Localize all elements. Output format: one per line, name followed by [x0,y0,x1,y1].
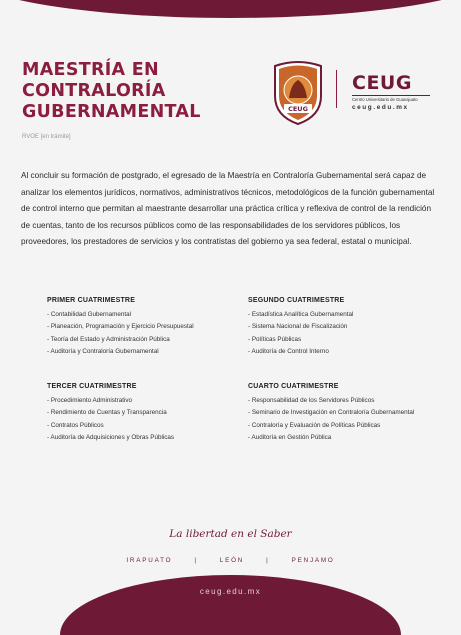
brand-url: ceug.edu.mx [352,104,409,111]
ceug-seal-logo [271,60,325,126]
term-block-2 [248,297,448,358]
footer-url: ceug.edu.mx [199,587,262,596]
slogan: La libertad en el Saber [169,528,292,540]
city-penjamo: PENJAMO [291,557,335,564]
campus-cities [0,557,461,564]
title-line-1: MAESTRÍA EN [22,60,159,80]
logo-divider [336,70,337,108]
term-title: CUARTO CUATRIMESTRE [248,383,339,390]
ceug-brand [352,73,430,111]
city-leon: LEÓN [219,557,245,564]
city-separator: | [266,557,270,564]
subject-item: - Seminario de Investigación en Contraloría Gubernamental [248,409,415,417]
program-title [22,60,242,123]
subject-item: - Procedimiento Administrativo [47,397,133,404]
subject-item: - Teoría del Estado y Administración Pública [47,335,170,343]
term-title: SEGUNDO CUATRIMESTRE [248,297,345,304]
seal-text: CEUG [288,105,308,113]
subject-item: - Planeación, Programación y Ejercicio Presupuestal [47,323,194,331]
term-block-4 [248,383,448,444]
term-title: PRIMER CUATRIMESTRE [47,297,136,304]
subject-item: - Políticas Públicas [248,335,302,343]
brand-subtitle: Centro Universitario de Guanajuato [352,95,430,102]
title-line-3: GUBERNAMENTAL [22,102,201,122]
top-decorative-band [0,0,461,18]
subject-item: - Rendimiento de Cuentas y Transparencia [47,409,167,417]
subject-item: - Auditoría de Adquisiciones y Obras Públicas [47,433,175,441]
term-title: TERCER CUATRIMESTRE [47,383,137,390]
subject-item: - Contratos Públicos [47,421,104,429]
title-line-2: CONTRALORÍA [22,81,166,101]
subject-item: - Auditoría en Gestión Pública [248,433,332,441]
term-block-3 [47,383,247,444]
intro-paragraph: Al concluir su formación de postgrado, el egresado de la Maestría en Contraloría Gubernamental será capaz de analizar los elementos jurídicos, normativos, administrativos técnicos, metodológicos de la función gubernamental de control interno que permitan al maestrante desarrollar una práctica crítica y reflexiva de control de la rendición de cuentas, tanto de los recursos públicos como de las responsabilidades de los servidores públicos, los proveedores, los prestadores de servicios y los contratistas del gobierno ya sea federal, estatal o municipal. [21,171,435,246]
subject-item: - Auditoría de Control Interno [248,347,329,355]
subject-item: - Contraloría y Evaluación de Políticas Públicas [248,421,381,429]
subject-item: - Auditoría y Contraloría Gubernamental [47,347,159,355]
city-irapuato: IRAPUATO [126,557,173,564]
rvoe-note: RVOE [en trámite] [22,134,71,140]
bottom-decorative-band [60,575,401,635]
term-block-1 [47,297,247,358]
subject-item: - Sistema Nacional de Fiscalización [248,323,348,331]
brand-name: CEUG [352,72,412,94]
subject-item: - Estadística Analítica Gubernamental [248,311,354,318]
subject-item: - Responsabilidad de los Servidores Públicos [248,397,375,404]
subject-item: - Contabilidad Gubernamental [47,311,132,318]
city-separator: | [194,557,198,564]
